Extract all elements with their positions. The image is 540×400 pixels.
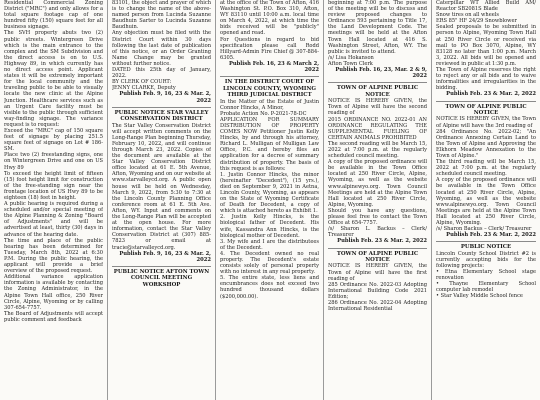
notice-paragraph: • Thayne Elementary School computer lab remodel <box>436 281 536 294</box>
column-2 <box>112 0 211 400</box>
column-rule <box>431 0 432 400</box>
notice-paragraph: DATED this 25th day of January, 2022. <box>112 67 211 80</box>
notice-divider <box>112 266 211 267</box>
publish-dates: Publish Feb. 16, 23, Mar. 2 & 9, 2022 <box>335 67 427 80</box>
notice-divider <box>112 107 211 108</box>
notice-divider <box>436 101 536 102</box>
notice-paragraph: Residential Commercial Zoning District ("MRC") and only allows for a total square footage cap of one hundred fifty (150) square feet for all business signage. <box>4 0 103 31</box>
notice-divider <box>220 76 319 77</box>
notice-paragraph: BY CLERK OF COURT: <box>112 79 172 86</box>
notice-paragraph: 2015 ORDINANCE NO. 2022-01 AN ORDINANCE REGULATING THE SUPPLEMENTAL FUELING OF CERTAIN ANIMALS PROHIBITED <box>328 116 427 141</box>
notice-paragraph: /s/ Sharon Backus – Clerk/ Treasurer <box>436 226 532 233</box>
publish-dates: Publish Feb. 23 & Mar. 2, 2022 <box>337 238 427 245</box>
notice-paragraph: Place two (2) freestanding signs, one on Wintergreen Drive and one on US Hwy 89 <box>4 152 103 171</box>
column-rule <box>323 0 324 400</box>
notice-paragraph: Should you have any questions, please feel free to contact the Town Office at 654-7757. <box>328 207 427 227</box>
notice-paragraph: 285 Ordinance No. 2022-03 Adopting International Building Code 2021 Edition; <box>328 281 427 300</box>
notice-paragraph: NOTICE IS HEREBY GIVEN, the Town of Alpine will have the 3rd reading of <box>436 116 536 129</box>
notice-paragraph: Caterpillar WT Allied Build AM/ Reactor SB2081S Blade <box>436 0 536 13</box>
notice-paragraph: 284 Ordinance No. 2022-02; "An Ordinance Annexing Certain Land to the Town of Alpine and Approving the Elkhorn Meadow Annexation to the Town of Alpine." <box>436 128 536 159</box>
notice-heading: TOWN OF ALPINE PUBLIC NOTICE <box>336 85 419 98</box>
notice-paragraph: Sealed proposals to be submitted in person to Alpine, Wyoming Town Hall at 250 River Circle or received via mail to PO Box 3070, Alpine, WY 83128 no later than 1:00 p.m. March 3, 2022. All bids will be opened and reviewed in public at 1:30 p.m. <box>436 24 536 67</box>
notice-heading: TOWN OF ALPINE PUBLIC NOTICE <box>445 103 527 117</box>
notice-paragraph: NOTICE IS HEREBY GIVEN, the Town of Alpine will have the first reading of <box>328 263 427 282</box>
notice-paragraph: The second reading will be March 15, 2022 at 7:00 p.m. at the regularly scheduled council meeting. <box>328 140 427 160</box>
notice-paragraph: In the Matter of the Estate of Justin Connor Hincks, A Minor, <box>220 98 319 111</box>
notice-paragraph: 1. Justin Connor Hincks, the minor (hereinafter "Decedent"), (15 yrs.), died on September 9, 2021 in Aetna, Lincoln County, Wyoming, as appears on the State of Wyoming Certificate of Death for Decedent, a copy of which is attached hereto as Exhibit 1. <box>220 171 319 215</box>
notice-paragraph: 2. Justin Kelly Hincks, is the biological father of Decedent. His wife, Kassandra Ann Hincks, is the biological mother of Decedent. <box>220 214 319 239</box>
notice-paragraph: The Town of Alpine reserves the right to reject any or all bids and to waive informalities and irregularities in the bidding. <box>436 67 536 92</box>
notice-paragraph: Exceed the "MRC" cap of 150 square feet of signage by placing 251.5 square feet of signage on Lot # 186-SM. <box>4 127 103 153</box>
notice-heading: IN THE DISTRICT COURT OF LINCOLN COUNTY, WYOMING THIRD JUDICIAL DISTRICT <box>223 79 316 99</box>
notice-paragraph: NOTICE IS HEREBY GIVEN, the Town of Alpine will have the second reading of <box>328 98 427 117</box>
notice-paragraph: 286 Ordinance No. 2022-04 Adopting International Residential <box>328 299 427 313</box>
notice-paragraph: 5. The entire state, less liens and encumbrances does not exceed two hundred thousand dollars ($200,000.00). <box>220 275 319 300</box>
notice-heading: PUBLIC NOTICE STAR VALLEY CONSERVATION DISTRICT <box>114 109 209 123</box>
notice-paragraph: The SVH property abuts two (2) public streets. Wintergreen Drive which is the main entrance to the complex and the SM Subdivision and the direct access is on to U.S. Highway 89, in which currently has no direct access point. Applicant states it will be extremely important for the local community and the traveling public to be able to visually locate the new clinic at the Alpine Junction. Healthcare services such as an Urgent Care facility must be visible to the public through sufficient way-finding signage. The variance request is to request: <box>4 30 103 128</box>
notice-divider <box>436 241 536 242</box>
publish-dates: Publish Feb. 23 & Mar. 2, 2022 <box>446 232 536 239</box>
notice-paragraph: Additional variance application information is available by contacting the Zoning Administrator, in the Alpine Town Hall office, 250 River Circle, Alpine, Wyoming or by calling 307-654-7757. <box>4 274 103 311</box>
column-4 <box>328 0 427 400</box>
notice-paragraph: A copy of the proposed ordinance will be available in the Town Office located at 250 River Circle, Alpine, Wyoming, as well as the website www.alpinewyo.org. Town Council Meetings are held at the Alpine Town Hall located at 250 River Circle, Alpine, Wyoming. <box>328 159 427 208</box>
notice-paragraph: Afton Town Clerk <box>328 60 373 67</box>
notice-paragraph: beginning at 7:00 p.m. The purpose of the meeting will be to discuss and review proposed changes to Ordinance 593 pertaining to Title 17, the Land Development Code. The meetings will be held at the Afton Town Hall located at 416 S. Washington Street, Afton, WY. The public is invited to attend. <box>328 0 427 55</box>
notice-paragraph: 4. The Decedent owned no real property. The Decedent's estate consists solely of personal property with no interest in any real property. <box>220 250 319 276</box>
notice-divider <box>328 248 427 249</box>
notice-paragraph: ERS 85" HF 24/29 Snowblower <box>436 18 517 25</box>
notice-paragraph: Any objection must be filed with the District Court within 30 days following the last date of publication of this notice, or an Order Granting Name Change may be granted without further notice. <box>112 30 211 67</box>
notice-paragraph: To exceed the height limit of fifteen (15) foot height limit for construction of the free-standing sign near the frontage location of US Hwy 89 to be eighteen (18) feet in height. <box>4 170 103 201</box>
notice-paragraph: at the office of the Town of Afton, 416 Washington St. P.O. Box 310, Afton, WY 83110 until 10:00 a.m. local time on March 4, 2022, at which time the bids received will be "publicly" opened and read. <box>220 0 319 37</box>
publish-dates: Publish Feb. 23 & Mar. 2, 2022 <box>446 91 536 98</box>
column-1 <box>4 0 103 400</box>
column-3 <box>220 0 319 400</box>
notice-paragraph: Probate Action No. P-2021-78-DC <box>220 110 307 117</box>
notice-paragraph: JENNY CLARKE, Deputy <box>112 85 176 92</box>
notice-paragraph: A copy of the proposed ordinance will be available in the Town Office located at 250 River Circle, Alpine, Wyoming, as well as the website www.alpinewyo.org. Town Council Meetings are held at the Alpine Town Hall located at 250 River Circle, Alpine, Wyoming. <box>436 177 536 227</box>
publish-dates: Publish Feb. 16, 23 & March 2, 2022 <box>228 60 319 74</box>
notice-heading: PUBLIC NOTICE <box>460 244 512 251</box>
notice-paragraph: A public hearing is required during a scheduled and/or special meeting of the Alpine Planning & Zoning "Board of Adjustments" and will be advertised at least, thirty (30) days in advance of the hearing date. <box>4 201 103 238</box>
notice-paragraph: • Star Valley Middle School fence <box>436 293 523 300</box>
notice-paragraph: The Star Valley Conservation District will accept written comments on the Long-Range Plan beginning Thursday, February 10, 2022, and will continue through March 23, 2022. Copies of the document are available at the Star Valley Conservation District office located at 61 E. 5th Avenue, Afton, Wyoming and on our website at www.starvalleycd.org. A public open house will be held on Wednesday, March 9, 2022, from 5:30 to 7:30 at the Lincoln County Planning Office conference room at 61 E. 5th Ave. Afton, WY. Input and comments on the Long-Range Plan will be accepted at the open house. For more information, contact the Star Valley Conservation District at (307) 885-7823 or email at tracie@starvalleycd.org. <box>112 122 211 251</box>
notice-paragraph: • Etna Elementary School stage renovation <box>436 269 536 282</box>
notice-paragraph: APPLICATION FOR SUMMARY DISTRIBUTION OF PROPERTY COMES NOW Petitioner Justin Kelly Hincks, by and through his attorney, Richard L. Mulligan of Mulligan Law Office, P.C. and hereby files an application for a decree of summary distribution of property. The basis of this request is as follows: <box>220 116 319 172</box>
notice-divider <box>328 82 427 83</box>
notice-paragraph: /s/ Lisa Hokanson <box>328 54 374 61</box>
column-rule <box>107 0 108 400</box>
publish-dates: Publish Feb. 9, 16, 23 & Mar. 2, 2022 <box>119 91 211 104</box>
notice-paragraph: For Questions in regard to bid specification please call Rodd Hillyard-Admin Fire Chief @ 307-884-6305. <box>220 36 319 61</box>
notice-heading: TOWN OF ALPINE PUBLIC NOTICE <box>336 250 419 264</box>
notice-paragraph: 3. My wife and I are the distributees of the Decedent. <box>220 238 319 251</box>
notice-heading: PUBLIC NOTICE AFTON TOWN COUNCIL MEETING WORKSHOP <box>113 269 210 288</box>
notice-paragraph: The time and place of the public hearing has been determined for Tuesday, March 8th, 2022 at 6:30 P.M. During the public hearing, the applicant will provide a brief overview of the proposed request. <box>4 237 103 275</box>
notice-paragraph: The Board of Adjustments will accept public comment and feedback <box>4 310 103 323</box>
column-5 <box>436 0 536 400</box>
column-rule <box>215 0 216 400</box>
publish-dates: Publish Feb. 9, 16, 23 & Mar. 2, 2022 <box>119 250 211 263</box>
notice-paragraph: Lincoln County School District #2 is currently accepting bids for the following projects: <box>436 250 536 269</box>
notice-paragraph: 83101, the object and prayer of which is to change the name of the above-named person from Lucinda Suzanne Baudhuin Sarter to Lucinda Suzanne Baudhuin. <box>112 0 211 31</box>
notice-paragraph: Snow tires on all wheels <box>436 12 499 19</box>
notice-paragraph: /s/ Sharon L. Backus – Clerk/ Treasurer <box>328 226 427 239</box>
notice-paragraph: The third reading will be March 15, 2022 at 7:00 p.m. at the regularly scheduled council meeting. <box>436 159 536 178</box>
